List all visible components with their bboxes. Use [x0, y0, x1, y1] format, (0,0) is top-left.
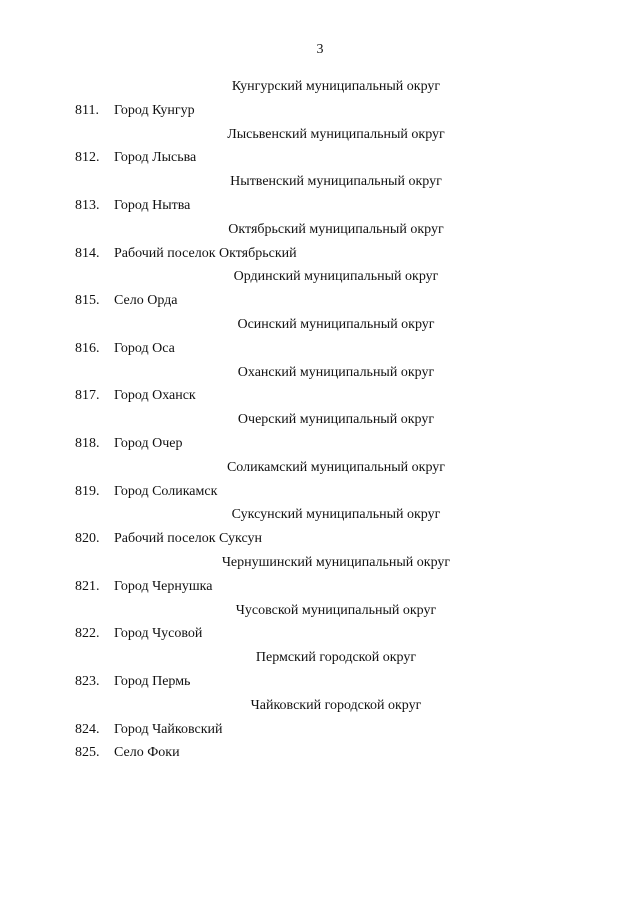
district-heading-text: Суксунский муниципальный округ — [231, 507, 441, 523]
district-heading — [0, 601, 640, 625]
list-item — [0, 577, 640, 601]
district-heading-text: Очерский муниципальный округ — [237, 412, 435, 428]
list-item — [0, 386, 640, 410]
item-number: 811. — [75, 102, 99, 118]
item-number: 823. — [75, 673, 100, 689]
district-heading — [0, 553, 640, 577]
item-name: Город Лысьва — [114, 150, 197, 166]
list-item — [0, 672, 640, 696]
item-number: 820. — [75, 531, 100, 547]
district-heading — [0, 410, 640, 434]
district-heading — [0, 172, 640, 196]
item-number: 815. — [75, 293, 100, 309]
item-name: Город Чайковский — [114, 721, 223, 737]
item-name: Город Чусовой — [114, 626, 203, 642]
list-item — [0, 101, 640, 125]
list-item — [0, 624, 640, 648]
item-number: 825. — [75, 745, 100, 761]
item-name: Город Очер — [114, 435, 183, 451]
item-number: 813. — [75, 197, 100, 213]
item-name: Город Чернушка — [114, 578, 213, 594]
district-heading-text: Чернушинский муниципальный округ — [221, 554, 451, 570]
district-heading-text: Пермский городской округ — [255, 650, 417, 666]
item-name: Село Фоки — [114, 745, 180, 761]
district-heading-text: Октябрьский муниципальный округ — [228, 221, 444, 237]
district-heading — [0, 267, 640, 291]
item-number: 818. — [75, 435, 100, 451]
item-number: 822. — [75, 626, 100, 642]
item-number: 817. — [75, 388, 100, 404]
district-heading-text: Осинский муниципальный округ — [237, 316, 435, 332]
item-name: Город Пермь — [114, 673, 191, 689]
district-heading — [0, 125, 640, 149]
district-heading-text: Чусовской муниципальный округ — [235, 602, 437, 618]
item-name: Город Соликамск — [114, 483, 218, 499]
page-number: 3 — [316, 42, 324, 57]
list-item — [0, 529, 640, 553]
list-item — [0, 196, 640, 220]
list-item — [0, 244, 640, 268]
list-item — [0, 720, 640, 744]
item-number: 821. — [75, 578, 100, 594]
settlement-list — [0, 77, 640, 767]
district-heading — [0, 315, 640, 339]
district-heading — [0, 648, 640, 672]
district-heading — [0, 363, 640, 387]
district-heading — [0, 77, 640, 101]
item-number: 814. — [75, 245, 100, 261]
list-item — [0, 434, 640, 458]
item-number: 816. — [75, 340, 100, 356]
item-number: 812. — [75, 150, 100, 166]
item-name: Город Оса — [114, 340, 175, 356]
list-item — [0, 339, 640, 363]
district-heading-text: Соликамский муниципальный округ — [226, 459, 446, 475]
item-name: Город Нытва — [114, 197, 191, 213]
district-heading-text: Ординский муниципальный округ — [233, 269, 439, 285]
district-heading — [0, 458, 640, 482]
district-heading — [0, 220, 640, 244]
item-number: 824. — [75, 721, 100, 737]
district-heading-text: Лысьвенский муниципальный округ — [227, 126, 445, 142]
district-heading-text: Нытвенский муниципальный округ — [230, 174, 442, 190]
item-name: Рабочий поселок Суксун — [114, 531, 262, 547]
item-name: Село Орда — [114, 293, 178, 309]
item-name: Город Кунгур — [114, 102, 195, 118]
list-item — [0, 743, 640, 767]
list-item — [0, 291, 640, 315]
item-number: 819. — [75, 483, 100, 499]
district-heading — [0, 505, 640, 529]
list-item — [0, 148, 640, 172]
district-heading-text: Оханский муниципальный округ — [237, 364, 435, 380]
item-name: Город Оханск — [114, 388, 196, 404]
list-item — [0, 482, 640, 506]
item-name: Рабочий поселок Октябрьский — [114, 245, 297, 261]
district-heading-text: Кунгурский муниципальный округ — [231, 79, 441, 94]
district-heading-text: Чайковский городской округ — [250, 697, 422, 713]
district-heading — [0, 696, 640, 720]
